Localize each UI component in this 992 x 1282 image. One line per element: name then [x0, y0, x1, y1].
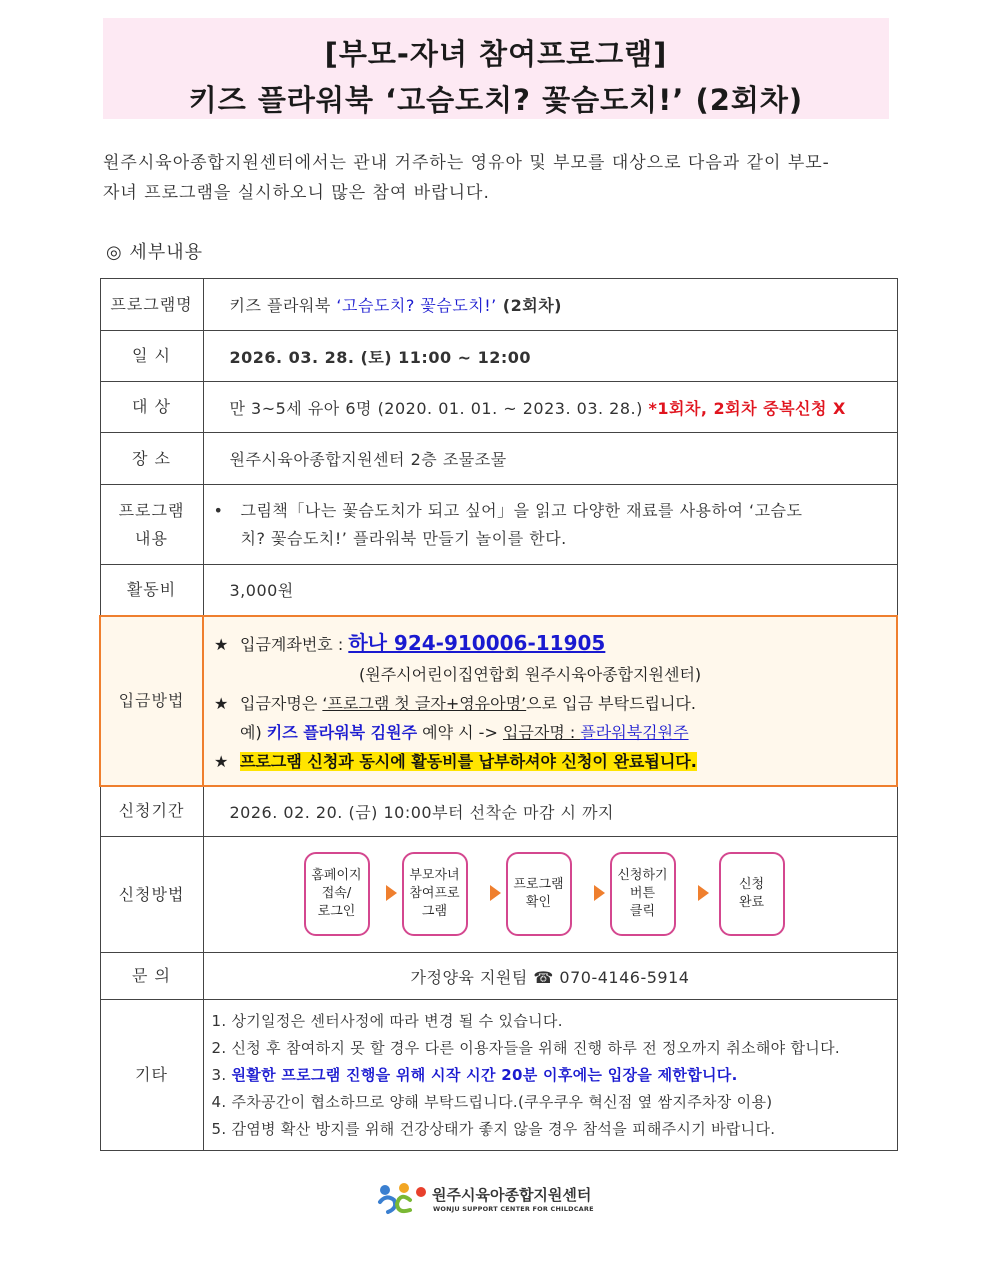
star-icon: ★ [214, 693, 229, 713]
payment-account-line [204, 626, 896, 660]
payment-example-line [204, 718, 896, 747]
value-etc [203, 1000, 897, 1151]
content-line-2: 치? 꽃슴도치!’ 플라워북 만들기 놀이를 한다. [240, 528, 567, 548]
content-line-1: 그림책「나는 꽃슴도치가 되고 싶어」을 읽고 다양한 재료를 사용하여 ‘고슴도 [240, 500, 803, 520]
label-period: 신청기간 [100, 786, 203, 837]
section-title: ◎ 세부내용 [106, 242, 203, 263]
label-program-name: 프로그램명 [100, 279, 203, 331]
title-banner [103, 18, 889, 119]
row-payment [100, 616, 897, 786]
etc-item-3 [212, 1062, 897, 1089]
row-etc [100, 1000, 897, 1151]
intro-text [103, 148, 893, 208]
label-fee: 활동비 [100, 565, 203, 616]
footer-center-english: WONJU SUPPORT CENTER FOR CHILDCARE [433, 1205, 594, 1213]
value-method [203, 837, 897, 953]
value-period: 2026. 02. 20. (금) 10:00부터 선착순 마감 시 까지 [203, 786, 897, 837]
arrow-right-icon [594, 885, 605, 901]
step-2-line-1: 부모자녀 [409, 868, 460, 883]
payment-notice-line [204, 747, 896, 776]
value-program-name [203, 279, 897, 331]
step-parent-child-program [402, 852, 468, 936]
content-bullet: • [213, 500, 224, 520]
etc-item-1: 1. 상기일정은 센터사정에 따라 변경 될 수 있습니다. [211, 1011, 563, 1030]
value-payment [203, 616, 897, 786]
step-5-line-1: 신청 [738, 877, 765, 892]
program-name-suffix: (2회차) [496, 296, 562, 315]
step-3-line-2: 확인 [525, 895, 552, 910]
etc-item-2: 2. 신청 후 참여하지 못 할 경우 다른 이용자들을 위해 진행 하루 전 정오까지 취소해야 합니다. [211, 1038, 840, 1057]
label-inquiry: 문 의 [100, 953, 203, 1000]
depositor-prefix: 입금자명은 [240, 693, 323, 713]
step-3-line-1: 프로그램 [513, 877, 564, 892]
value-datetime: 2026. 03. 28. (토) 11:00 ~ 12:00 [203, 331, 897, 382]
account-holder: (원주시어린이집연합회 원주시육아종합지원센터) [359, 664, 702, 684]
target-text: 만 3~5세 유아 6명 (2020. 01. 01. ~ 2023. 03. 28.) [229, 398, 649, 418]
value-place: 원주시육아종합지원센터 2층 조물조물 [203, 433, 897, 485]
step-1-line-1: 홈페이지 [311, 868, 362, 883]
etc-item-5: 5. 감염병 확산 방지를 위해 건강상태가 좋지 않을 경우 참석을 피해주시기 바랍니다. [211, 1119, 776, 1138]
row-period [100, 786, 897, 837]
example-label: 입금자명 : [502, 722, 581, 742]
step-4-line-3: 클릭 [629, 904, 656, 919]
example-mid: 예약 시 -> [417, 722, 503, 742]
step-2-line-3: 그램 [421, 904, 448, 919]
footer-logo [376, 1178, 616, 1218]
label-content-line-2: 내용 [135, 528, 168, 548]
row-place [100, 433, 897, 485]
value-fee: 3,000원 [203, 565, 897, 616]
intro-line-1: 원주시육아종합지원센터에서는 관내 거주하는 영유아 및 부모를 대상으로 다음과 같이 부모- [103, 153, 830, 173]
value-target [203, 382, 897, 433]
account-label: 입금계좌번호 : [240, 634, 349, 654]
depositor-rule: ‘프로그램 첫 글자+영유아명’ [322, 693, 527, 713]
program-name-prefix: 키즈 플라워북 [229, 296, 337, 315]
arrow-right-icon [490, 885, 501, 901]
label-datetime: 일 시 [100, 331, 203, 382]
star-icon: ★ [214, 751, 229, 771]
arrow-right-icon [698, 885, 709, 901]
value-program-content [203, 485, 897, 565]
etc-item-4: 4. 주차공간이 협소하므로 양해 부탁드립니다.(쿠우쿠우 혁신점 옆 쌈지주차장 이용) [211, 1092, 773, 1111]
program-name-highlight: ‘고슴도치? 꽃슴도치!’ [336, 296, 497, 315]
step-5-line-2: 완료 [738, 895, 765, 910]
row-datetime [100, 331, 897, 382]
footer-center-name: 원주시육아종합지원센터 [432, 1186, 592, 1204]
row-target [100, 382, 897, 433]
label-place: 장 소 [100, 433, 203, 485]
details-table [99, 278, 898, 1151]
label-payment: 입금방법 [100, 616, 203, 786]
intro-line-2: 자녀 프로그램을 실시하오니 많은 참여 바랍니다. [103, 183, 490, 203]
content-line-1-wrap [214, 497, 897, 525]
example-value: 플라워북김원주 [580, 722, 689, 742]
step-2-line-2: 참여프로 [409, 886, 460, 901]
step-homepage-login [304, 852, 370, 936]
label-content-line-1: 프로그램 [118, 500, 185, 520]
label-method: 신청방법 [100, 837, 203, 953]
arrow-right-icon [386, 885, 397, 901]
account-number: 하나 924-910006-11905 [348, 630, 606, 655]
center-logo-icon [376, 1178, 430, 1218]
example-name: 키즈 플라워북 김원주 [266, 722, 418, 742]
value-inquiry: 가정양육 지원팀 ☎ 070-4146-5914 [203, 953, 897, 1000]
step-complete [719, 852, 785, 936]
row-fee [100, 565, 897, 616]
star-icon: ★ [214, 634, 229, 654]
step-1-line-2: 접속/ [321, 886, 352, 901]
step-check-program [506, 852, 572, 936]
label-target: 대 상 [100, 382, 203, 433]
step-1-line-3: 로그인 [317, 904, 356, 919]
example-prefix: 예) [240, 722, 267, 742]
row-program-content [100, 485, 897, 565]
step-4-line-1: 신청하기 [617, 868, 668, 883]
payment-notice: 프로그램 신청과 동시에 활동비를 납부하셔야 신청이 완료됩니다. [240, 751, 697, 771]
payment-depositor-line [204, 689, 896, 718]
target-note: *1회차, 2회차 중복신청 X [648, 398, 846, 418]
row-method [100, 837, 897, 953]
label-program-content [100, 485, 203, 565]
step-click-apply [610, 852, 676, 936]
application-flow [204, 837, 897, 952]
title-line-2: 키즈 플라워북 ‘고슴도치? 꽃슴도치!’ (2회차) [188, 83, 804, 117]
label-etc: 기타 [100, 1000, 203, 1151]
row-program-name [100, 279, 897, 331]
row-inquiry [100, 953, 897, 1000]
etc-item-3-prefix: 3. [211, 1065, 232, 1084]
step-4-line-2: 버튼 [629, 886, 656, 901]
title-line-1: [부모-자녀 참여프로그램] [324, 37, 668, 71]
depositor-suffix: 으로 입금 부탁드립니다. [526, 693, 696, 713]
etc-item-3-highlight: 원활한 프로그램 진행을 위해 시작 시간 20분 이후에는 입장을 제한합니다. [231, 1065, 738, 1084]
